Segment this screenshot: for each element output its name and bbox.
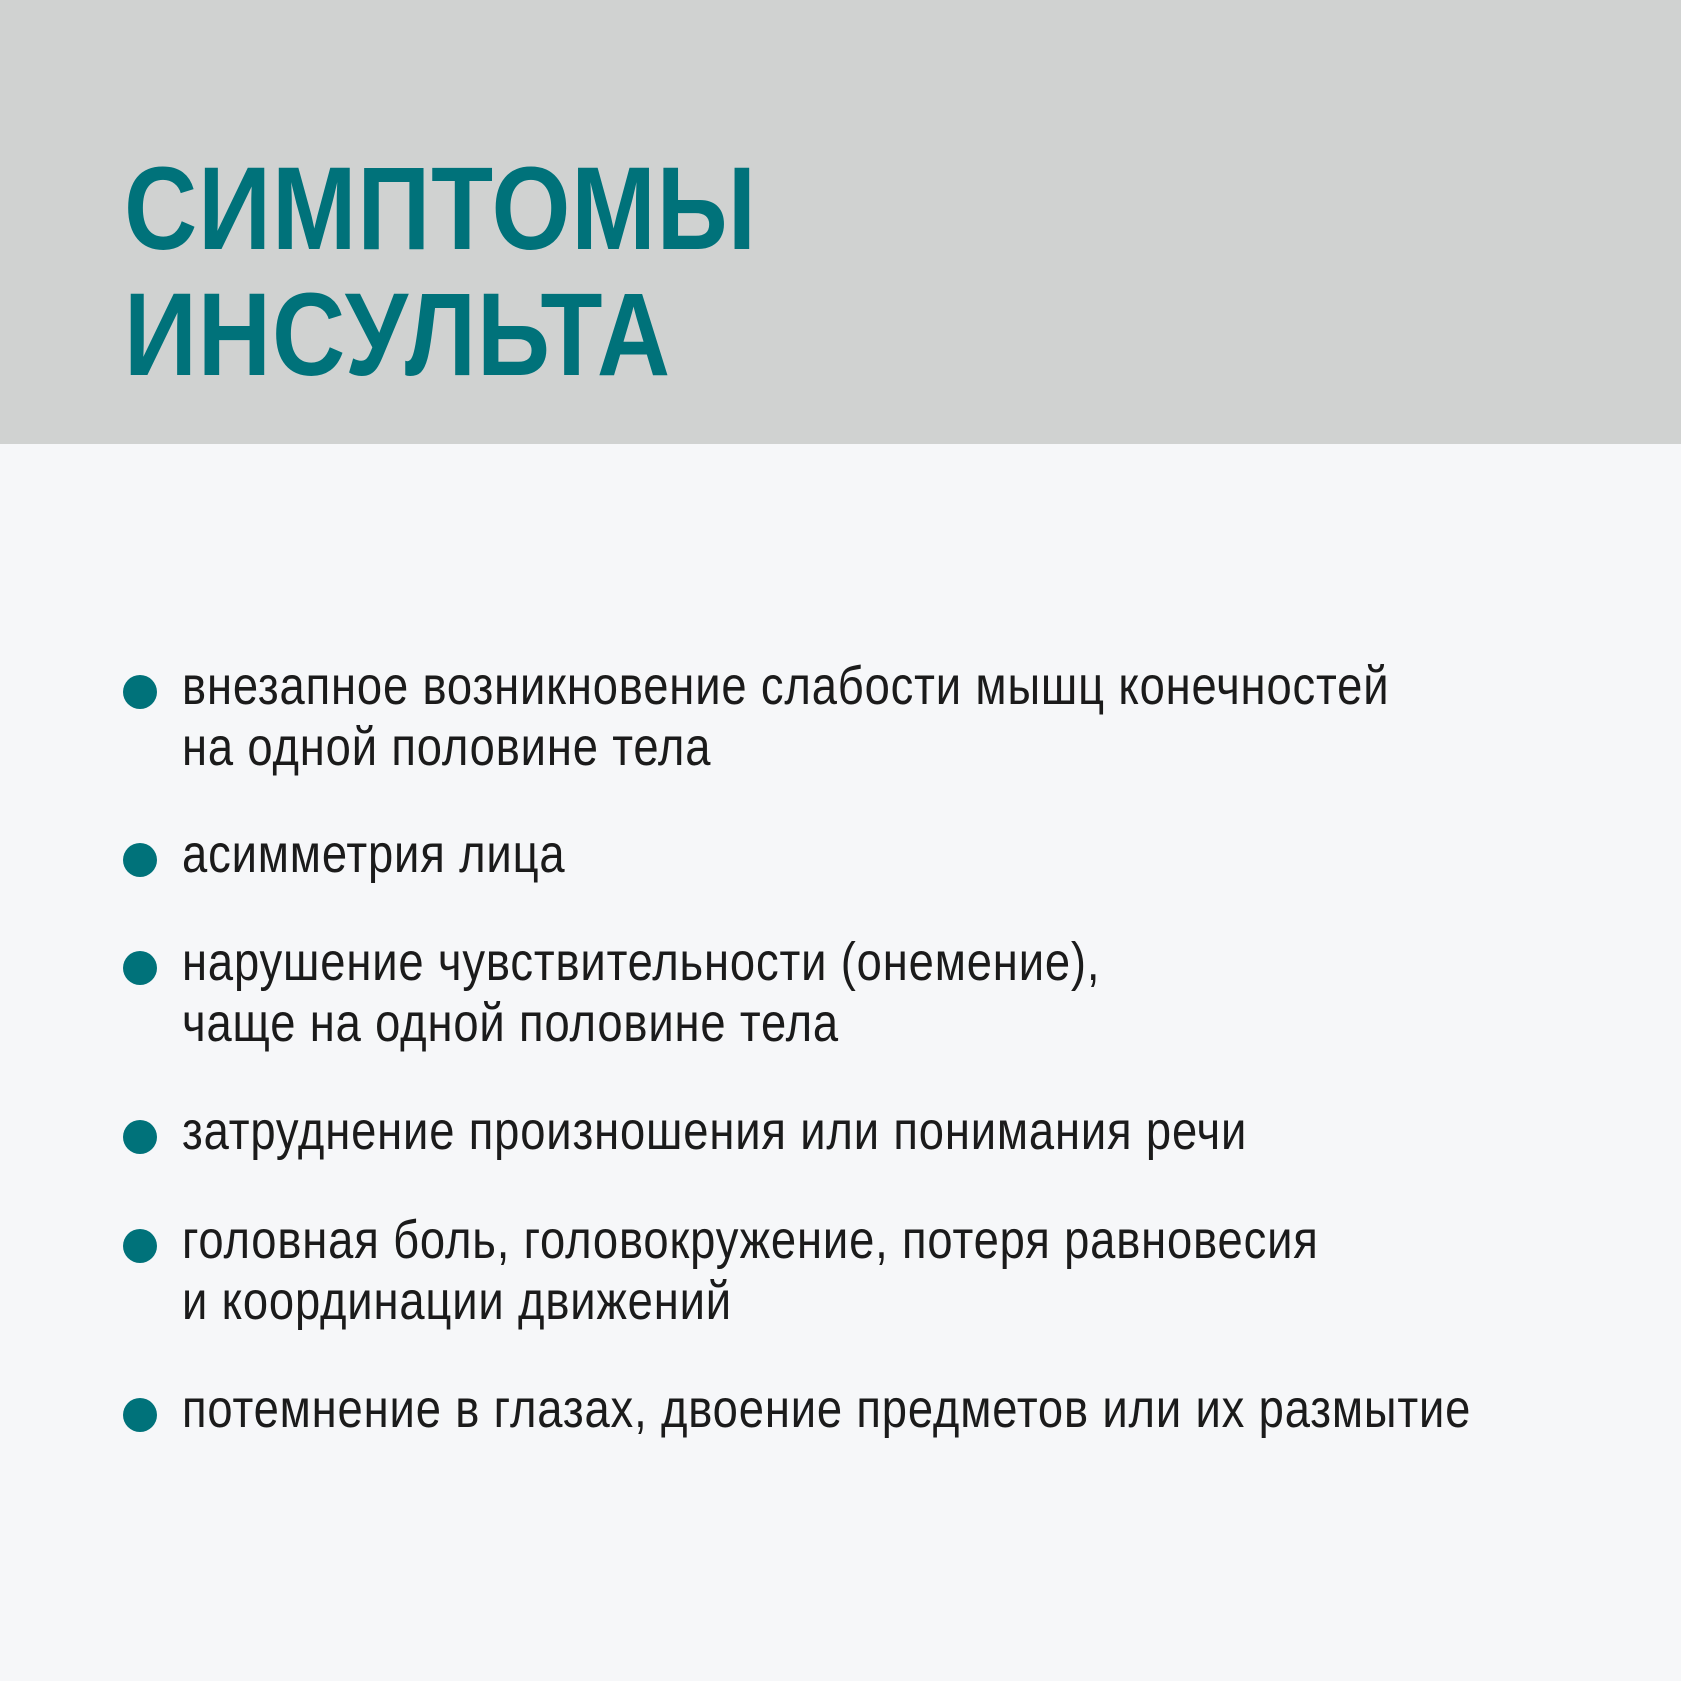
- symptom-text-line: внезапное возникновение слабости мышц конечностей: [182, 656, 1390, 716]
- page-title: [124, 143, 757, 401]
- symptom-text-6: [182, 1379, 1471, 1440]
- symptom-text-line: головная боль, головокружение, потеря равновесия: [182, 1210, 1319, 1270]
- symptom-text-line: затруднение произношения или понимания речи: [182, 1101, 1248, 1161]
- symptom-text-2: [182, 824, 565, 885]
- bullet-icon: [123, 1120, 157, 1154]
- bullet-icon: [123, 843, 157, 877]
- symptom-text-3: [182, 932, 1100, 1054]
- bullet-icon: [123, 951, 157, 985]
- symptom-text-4: [182, 1101, 1247, 1162]
- header-banner: [0, 0, 1681, 444]
- symptom-text-line: асимметрия лица: [182, 824, 566, 884]
- symptom-text-1: [182, 656, 1389, 778]
- symptom-text-line: потемнение в глазах, двоение предметов или их размытие: [182, 1379, 1472, 1439]
- bullet-icon: [123, 675, 157, 709]
- symptom-text-line: и координации движений: [182, 1271, 732, 1331]
- symptom-text-line: нарушение чувствительности (онемение),: [182, 932, 1101, 992]
- page-title-line-1: СИМПТОМЫ: [124, 143, 757, 275]
- symptom-text-line: на одной половине тела: [182, 717, 712, 777]
- symptom-text-5: [182, 1210, 1319, 1332]
- bullet-icon: [123, 1398, 157, 1432]
- page-title-line-2: ИНСУЛЬТА: [124, 269, 672, 401]
- bullet-icon: [123, 1229, 157, 1263]
- symptom-text-line: чаще на одной половине тела: [182, 993, 839, 1053]
